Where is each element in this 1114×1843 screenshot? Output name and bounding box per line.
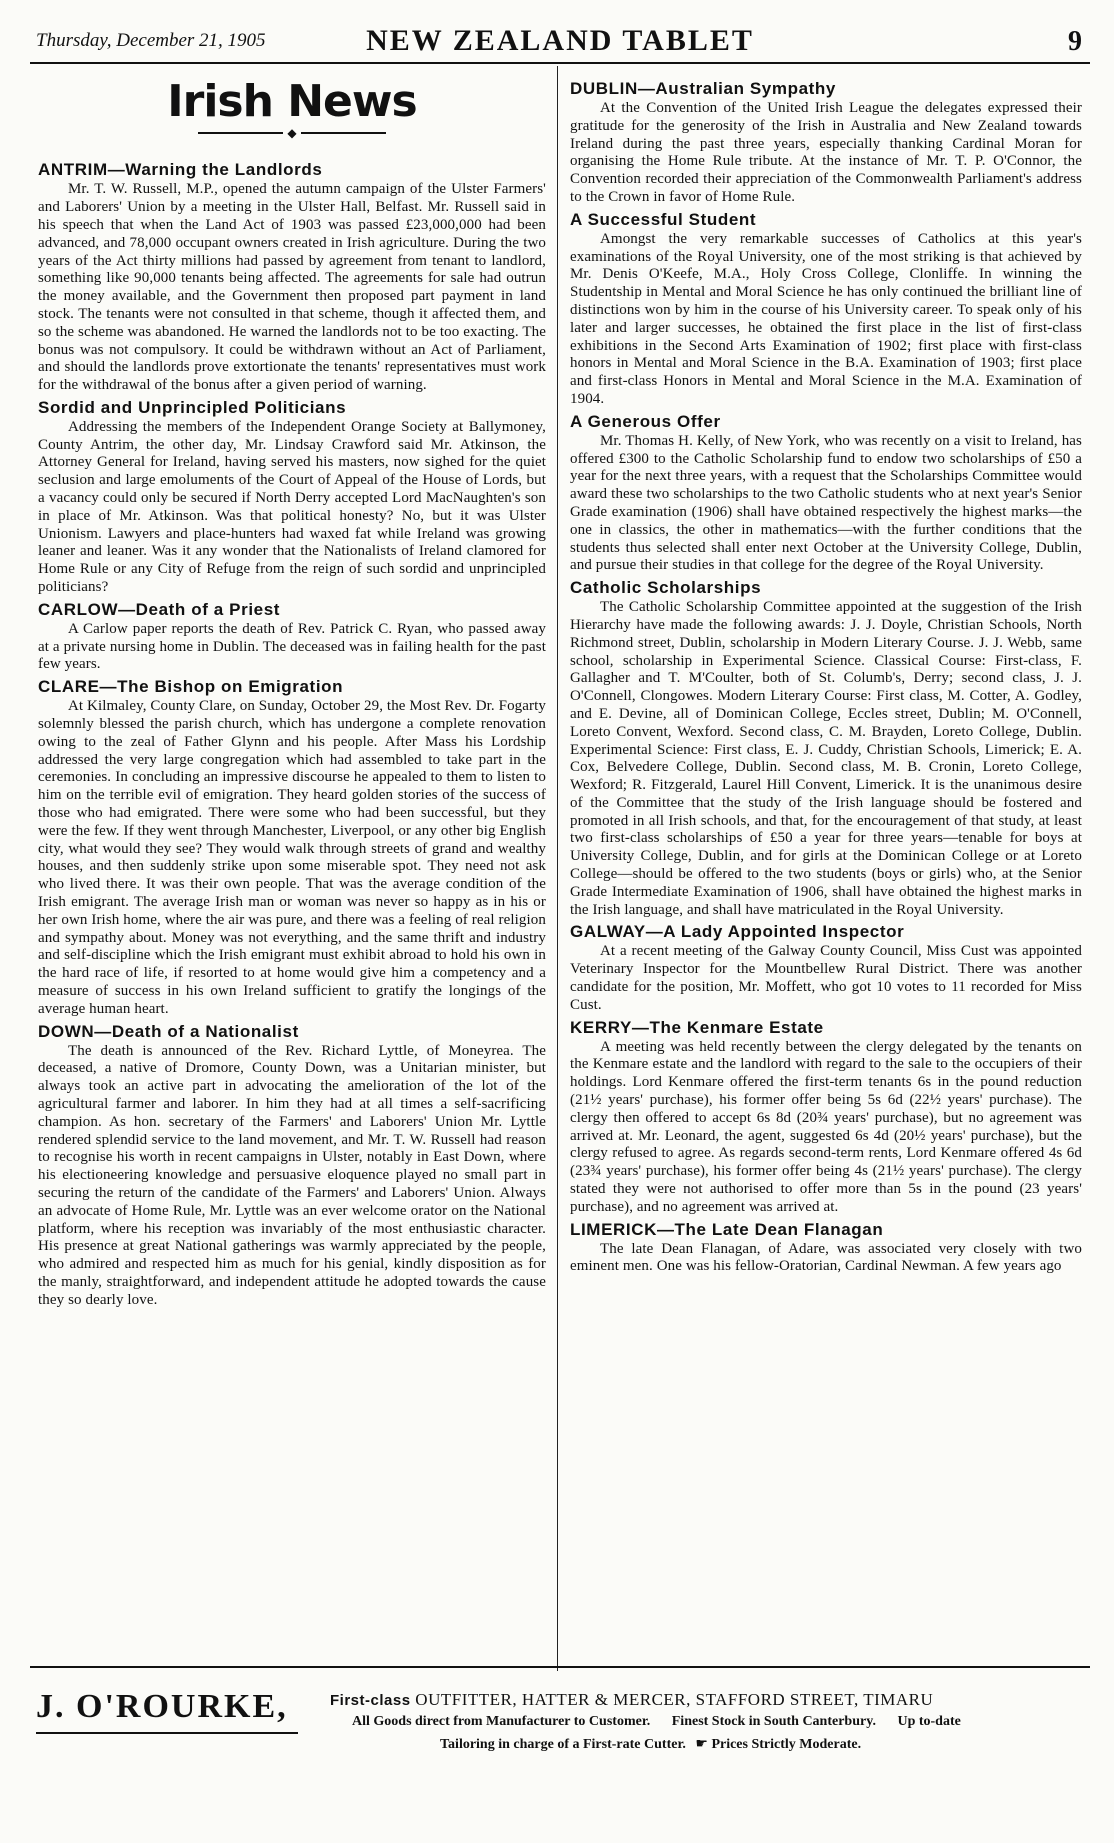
article-heading: Catholic Scholarships (570, 578, 762, 598)
advert-line-2 (352, 1714, 961, 1730)
article-body: The late Dean Flanagan, of Adare, was associated very closely with two eminent men. One was his fellow-Oratorian, Cardinal Newman. A few years ago (570, 1240, 1082, 1275)
article-heading: DOWN—Death of a Nationalist (38, 1021, 299, 1041)
article-body: The death is announced of the Rev. Richard Lyttle, of Moneyrea. The deceased, a native of Dromore, County Down, was a Unitarian minister, but always took an active part in advocating the amelioration of the lot of the agricultural farmer and laborer. In him they had at all times a self-sacrificing champion. As hon. secretary of the Farmers' and Laborers' Union Mr. Lyttle rendered splendid service to the land movement, and Mr. T. W. Russell had reason to recognise his worth in recent campaigns in Ulster, notably in East Down, where his electioneering knowledge and persuasive eloquence played no small part in securing the return of the candidate of the Farmers' and Laborers' Union. Always an advocate of Home Rule, Mr. Lyttle was an ever welcome orator on the National platform, where his reception was invariably of the most enthusiastic character. His presence at great National gatherings was warmly appreciated by the people, who admired and respected him as much for his genial, kindly disposition as for the manly, straightforward, and independent attitude he adopted towards the cause they so dearly love. (38, 1042, 546, 1308)
article-dublin (570, 79, 1082, 207)
article-successful-student (570, 210, 1082, 409)
advertiser-underline (36, 1732, 298, 1734)
article-heading: CARLOW—Death of a Priest (38, 599, 281, 619)
advert-line-1 (330, 1690, 933, 1710)
advert-goods: All Goods direct from Manufacturer to Customer. (352, 1714, 651, 1729)
article-heading: A Generous Offer (570, 411, 721, 431)
left-column (38, 76, 546, 1661)
article-antrim (38, 160, 546, 395)
article-body: A Carlow paper reports the death of Rev. Patrick C. Ryan, who passed away at a private nursing home in Dublin. The deceased was in failing health for the past few years. (38, 620, 546, 673)
article-body: At the Convention of the United Irish League the delegates expressed their gratitude for the generosity of the Irish in Australia and New Zealand towards Ireland during the past three years, especially thanking Cardinal Moran for organising the Home Rule tribute. At the instance of Mr. T. P. O'Connor, the Convention recorded their appreciation of the Commonwealth Parliament's address to the Crown in favor of Home Rule. (570, 100, 1082, 205)
article-kerry (570, 1018, 1082, 1217)
article-galway (570, 922, 1082, 1014)
article-body: Addressing the members of the Independent Orange Society at Ballymoney, County Antrim, the other day, Mr. Lindsay Crawford said Mr. Atkinson, the Attorney General for Ireland, having served his masters, now sighed for the quiet seclusion and large emoluments of the Court of Appeal of the House of Lords, but a vacancy could only be secured if North Derry accepted Lord MacNaughten's son in place of Mr. Atkinson. Was that political honesty? No, but it was Ulster Unionism. Lawyers and place-hunters had waxed fat while Ireland was growing leaner and leaner. Was it any wonder that the Nationalists of Ireland clamored for Home Rule or any City of Refuge from the reign of such sordid and unprincipled politicians? (38, 418, 546, 596)
title-ornament: ◆ (38, 126, 546, 140)
article-heading: GALWAY—A Lady Appointed Inspector (570, 922, 905, 942)
article-generous-offer (570, 412, 1082, 575)
article-heading: A Successful Student (570, 209, 757, 229)
page-number: 9 (1068, 26, 1082, 57)
article-heading: CLARE—The Bishop on Emigration (38, 677, 344, 697)
newspaper-page (30, 18, 1090, 1818)
article-heading: Sordid and Unprincipled Politicians (38, 397, 347, 417)
advert-lead: First-class (330, 1692, 411, 1709)
article-body: A meeting was held recently between the clergy delegated by the tenants on the Kenmare estate and the landlord with regard to the sale to the occupiers of their holdings. Lord Kenmare offered the first-term tenants 6s in the pound reduction (21½ years' purchase), his former offer being 5s 6d (22½ years' purchase). The clergy then offered to accept 6s 8d (20¾ years' purchase), but no agreement was arrived at. Mr. Leonard, the agent, suggested 6s 4d (20½ years' purchase), but the clergy refused to agree. As regards second-term rents, Lord Kenmare offered 4s 6d (23¾ years' purchase), his former offer being 4s (21½ years' purchase). The clergy stated they were not authorised to offer more than 5s in the pound (23 years' purchase), and no agreement was arrived at. (570, 1038, 1082, 1215)
article-catholic-scholarships (570, 578, 1082, 919)
advert-tailoring: Tailoring in charge of a First-rate Cutter. (440, 1737, 686, 1752)
newspaper-title: NEW ZEALAND TABLET (366, 24, 754, 57)
advertiser-name: J. O'ROURKE, (36, 1688, 288, 1725)
article-heading: KERRY—The Kenmare Estate (570, 1017, 824, 1037)
advert-trade: OUTFITTER, HATTER & MERCER, STAFFORD STREET, TIMARU (415, 1690, 934, 1709)
article-limerick (570, 1220, 1082, 1277)
issue-date: Thursday, December 21, 1905 (36, 30, 266, 51)
article-carlow (38, 600, 546, 674)
article-body: Mr. Thomas H. Kelly, of New York, who was recently on a visit to Ireland, has offered £300 to the Catholic Scholarship fund to endow two scholarships of £50 a year for the next three years, with a request that the Scholarships Committee would award these two scholarships to the two Catholic students who at next year's Senior Grade examination (1906) shall have obtained respectively the highest marks—the one in classics, the other in mathematics—with the further conditions that the students thus selected shall enter next October at the University College, Dublin, and pursue their studies in that college for the degree of the Royal University. (570, 432, 1082, 574)
article-body: Mr. T. W. Russell, M.P., opened the autumn campaign of the Ulster Farmers' and Laborers' Union by a meeting in the Ulster Hall, Belfast. Mr. Russell said in his speech that when the Land Act of 1903 was passed £23,000,000 had been advanced, and 78,000 occupant owners created in Irish agriculture. During the two years of the Act thirty millions had passed by agreement from tenant to landlord, something like 90,000 tenants being affected. The agreements for sale had outrun the money available, and the Government then proposed part payment in land stock. The tenants were not consulted in that scheme, though it affected them, and so the scheme was abandoned. He warned the landlords not to be too exacting. The bonus was not compulsory. It could be withdrawn without an Act of Parliament, and should the landlords prove extortionate the tenants' representatives must work for the withdrawal of the bonus after a given period of warning. (38, 181, 546, 394)
section-title: Irish News (167, 76, 417, 127)
article-down (38, 1022, 546, 1310)
article-body: At a recent meeting of the Galway County Council, Miss Cust was appointed Veterinary Inspector for the Mountbellew Rural District. There was another candidate for the position, Mr. Moffett, who got 10 votes to 11 recorded for Miss Cust. (570, 943, 1082, 1013)
right-column (570, 76, 1082, 1661)
masthead (30, 18, 1090, 64)
article-body: At Kilmaley, County Clare, on Sunday, October 29, the Most Rev. Dr. Fogarty solemnly blessed the parish church, which has undergone a complete renovation owing to the zeal of Father Glynn and his people. After Mass his Lordship addressed the very large congregation which had assembled to take part in the ceremonies. In concluding an impressive discourse he appealed to them to listen to him on the terrible evil of emigration. They heard golden stories of the success of those who had emigrated. There were some who had been successful, but they were the few. If they went through Manchester, Liverpool, or any other big English city, what would they see? They would walk through streets of grand and wealthy houses, and then suddenly strike upon some miserable spot. They need not ask who lived there. It was their own people. That was the average condition of the Irish emigrant. The average Irish man or woman was never so happy as in his or her own Irish home, where the air was pure, and there was a feeling of real religion and sympathy about. Money was not everything, and the same thrift and industry and self-discipline which the Irish emigrant must exhibit abroad to hold his own in the hard race of life, if resorted to at home would give him a competency and a measure of success in his own Ireland sufficient to gratify the longings of the average human heart. (38, 698, 546, 1017)
advert-line-3 (440, 1736, 861, 1753)
article-body: Amongst the very remarkable successes of Catholics at this year's examinations of the Royal University, one of the most striking is that achieved by Mr. Denis O'Keefe, M.A., Holy Cross College, Clonliffe. In winning the Studentship in Mental and Moral Science he has only continued the brilliant line of distinctions won by him in the course of his University career. To speak only of his later and larger successes, he obtained the first place in the list of first-class exhibitions in the Second Arts Examination of 1902; first place with first-class honors in Mental and Moral Science in the B.A. Examination of 1903; first place and first-class Honors in Mental and Moral Science in the M.A. Examination of 1904. (570, 230, 1082, 407)
article-heading: DUBLIN—Australian Sympathy (570, 79, 836, 98)
advert-up-to-date: Up to-date (897, 1714, 961, 1729)
article-heading: ANTRIM—Warning the Landlords (38, 160, 323, 180)
advertisement (30, 1666, 1090, 1778)
column-divider (557, 66, 558, 1671)
article-clare (38, 677, 546, 1018)
article-sordid-politicians (38, 398, 546, 597)
advert-prices: Prices Strictly Moderate. (711, 1737, 862, 1752)
advert-stock: Finest Stock in South Canterbury. (671, 1714, 876, 1729)
article-heading: LIMERICK—The Late Dean Flanagan (570, 1219, 884, 1239)
article-body: The Catholic Scholarship Committee appointed at the suggestion of the Irish Hierarchy have made the following awards: J. J. Doyle, Christian Schools, North Richmond street, Dublin, scholarship in Modern Literary Course. J. J. Webb, same school, scholarship in Experimental Science. Classical Course: First-class, F. Gallagher and T. M'Coulter, both of St. Columb's, Derry; second class, J. J. O'Connell, Clongowes. Modern Literary Course: First class, M. Cotter, A. Godley, and E. Devine, all of Dominican College, Eccles street, Dublin; M. O'Connell, Loreto Convent, Wexford. Second class, C. M. Brayden, Loreto College, Dublin. Experimental Science: First class, E. J. Cuddy, Christian Schools, Limerick; E. A. Cox, Belvedere College, Dublin. Second class, M. B. Cronin, Loreto College, Wexford; R. Fitzgerald, Laurel Hill Convent, Limerick. It is the unanimous desire of the Committee that the study of the Irish language should be fostered and promoted in all Irish schools, and that, for the encouragement of that study, at least two first-class scholarships of £50 a year for three years—tenable for boys at University College, Dublin, and for girls at the Dominican College or at Loreto College—should be offered to the two students (boys or girls) who, at the Senior Grade Intermediate Examination of 1906, shall have obtained the highest marks in the Irish language, and shall have matriculated in the Royal University. (570, 599, 1082, 918)
pointing-hand-icon: ☛ (695, 1736, 708, 1752)
